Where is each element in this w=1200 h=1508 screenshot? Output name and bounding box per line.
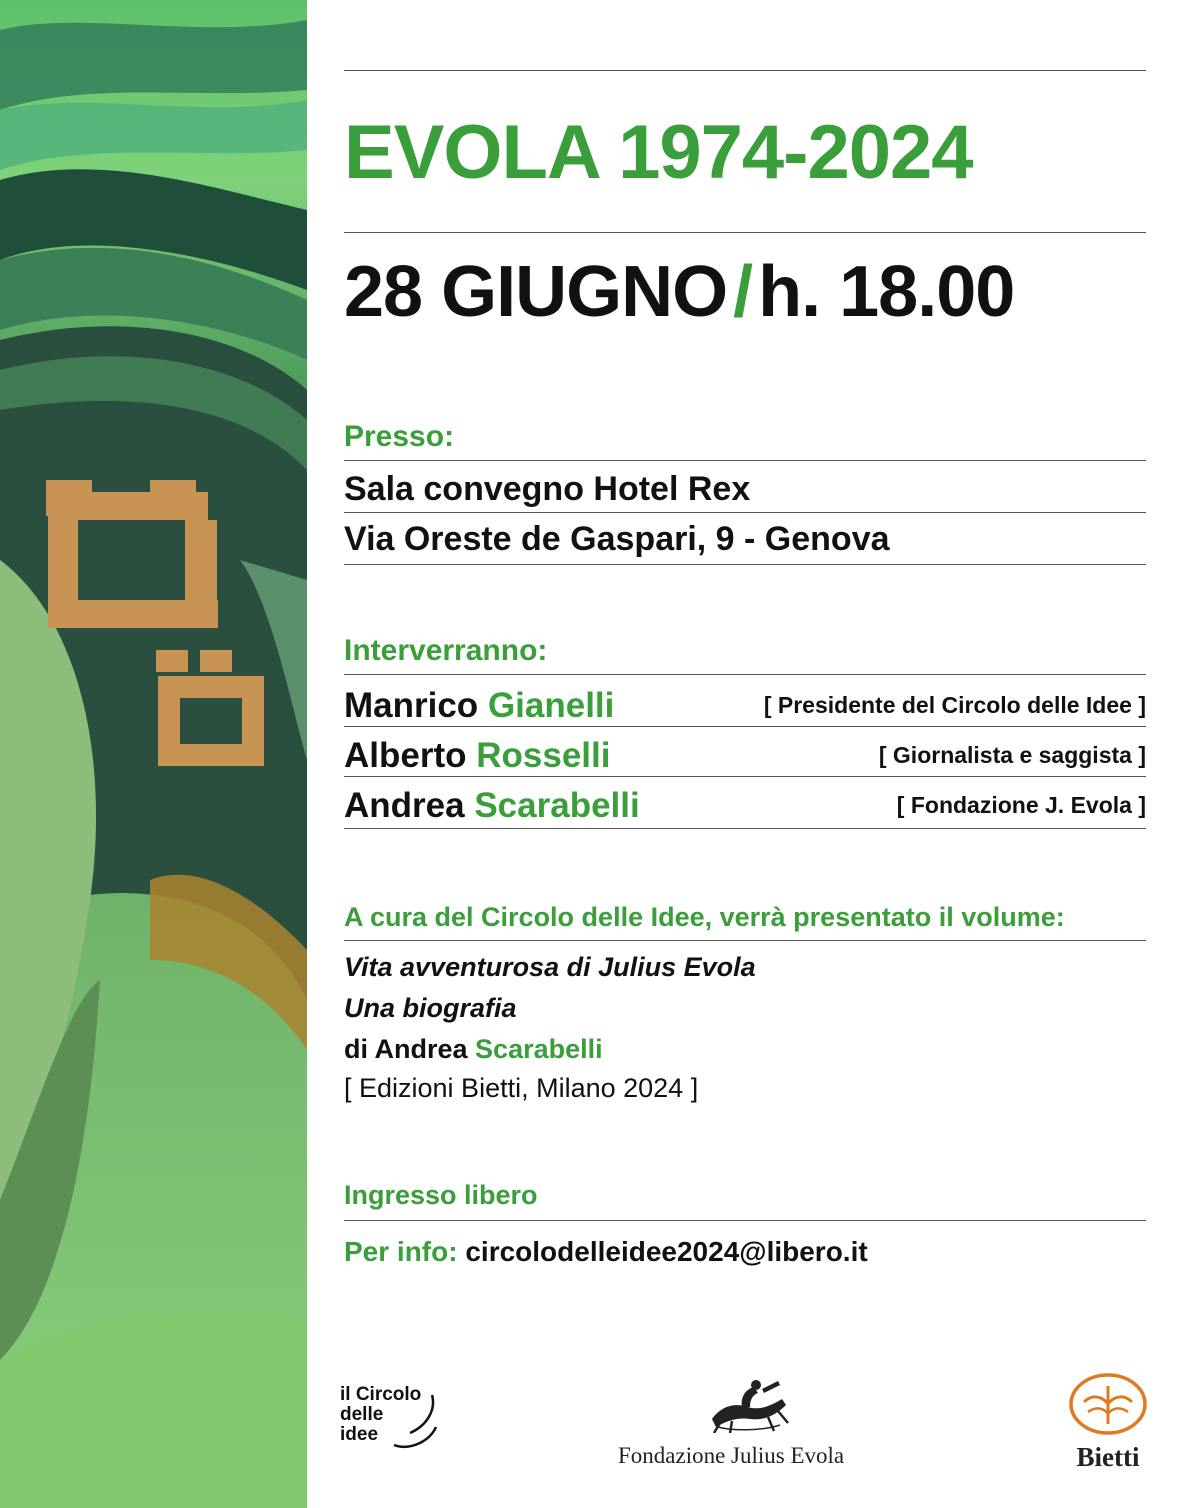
book-author-prefix: di Andrea [344, 1034, 468, 1064]
divider [344, 70, 1146, 71]
speaker-name [344, 688, 614, 723]
divider [344, 512, 1146, 513]
book-title: Vita avventurosa di Julius Evola [344, 952, 756, 982]
divider [344, 940, 1146, 941]
divider [344, 460, 1146, 461]
fondazione-logo-text: Fondazione Julius Evola [618, 1443, 845, 1468]
divider [344, 232, 1146, 233]
speaker-name [344, 788, 640, 823]
speaker-last-name: Rosselli [476, 736, 611, 775]
event-time: h. 18.00 [758, 252, 1015, 332]
bietti-emblem-icon [1064, 1372, 1152, 1436]
circolo-logo-line1: il Circolo [340, 1384, 422, 1405]
book-heading: A cura del Circolo delle Idee, verrà presentato il volume: [344, 902, 1065, 932]
divider [344, 726, 1146, 727]
book-subtitle: Una biografia [344, 993, 517, 1023]
entry-note: Ingresso libero [344, 1180, 538, 1210]
horse-rider-emblem-icon [702, 1375, 792, 1433]
speaker-first-name: Alberto [344, 736, 467, 775]
book-author-surname: Scarabelli [475, 1034, 603, 1064]
info-line [344, 1238, 868, 1266]
venue-address: Via Oreste de Gaspari, 9 - Genova [344, 520, 890, 558]
circolo-logo-line3: idee [340, 1424, 379, 1445]
bietti-logo-text: Bietti [1076, 1442, 1140, 1472]
speaker-role: [ Giornalista e saggista ] [878, 742, 1146, 768]
speaker-name [344, 738, 610, 773]
divider [344, 1220, 1146, 1221]
divider [344, 828, 1146, 829]
divider [344, 776, 1146, 777]
divider [344, 564, 1146, 565]
divider [344, 674, 1146, 675]
event-title: EVOLA 1974-2024 [344, 110, 973, 195]
venue-name: Sala convegno Hotel Rex [344, 470, 751, 508]
event-date: 28 GIUGNO [344, 252, 728, 332]
book-author [344, 1036, 603, 1063]
abstract-painting [0, 0, 307, 1508]
circolo-logo [340, 1375, 450, 1455]
book-publisher: [ Edizioni Bietti, Milano 2024 ] [344, 1073, 699, 1103]
bietti-logo [1064, 1372, 1152, 1476]
speaker-first-name: Andrea [344, 786, 465, 825]
speaker-role: [ Presidente del Circolo delle Idee ] [763, 692, 1146, 718]
date-separator: / [733, 252, 753, 332]
circolo-logo-line2: delle [340, 1404, 384, 1425]
speaker-role: [ Fondazione J. Evola ] [896, 792, 1146, 818]
speakers-heading: Interverranno: [344, 634, 548, 667]
info-email[interactable]: circolodelleidee2024@libero.it [465, 1236, 868, 1267]
speaker-last-name: Scarabelli [474, 786, 640, 825]
fondazione-logo [610, 1375, 880, 1475]
event-datetime [344, 252, 1015, 332]
info-label: Per info: [344, 1236, 458, 1267]
venue-heading: Presso: [344, 420, 455, 453]
speaker-first-name: Manrico [344, 686, 479, 725]
painting-strip [0, 0, 307, 1508]
speaker-last-name: Gianelli [487, 686, 615, 725]
